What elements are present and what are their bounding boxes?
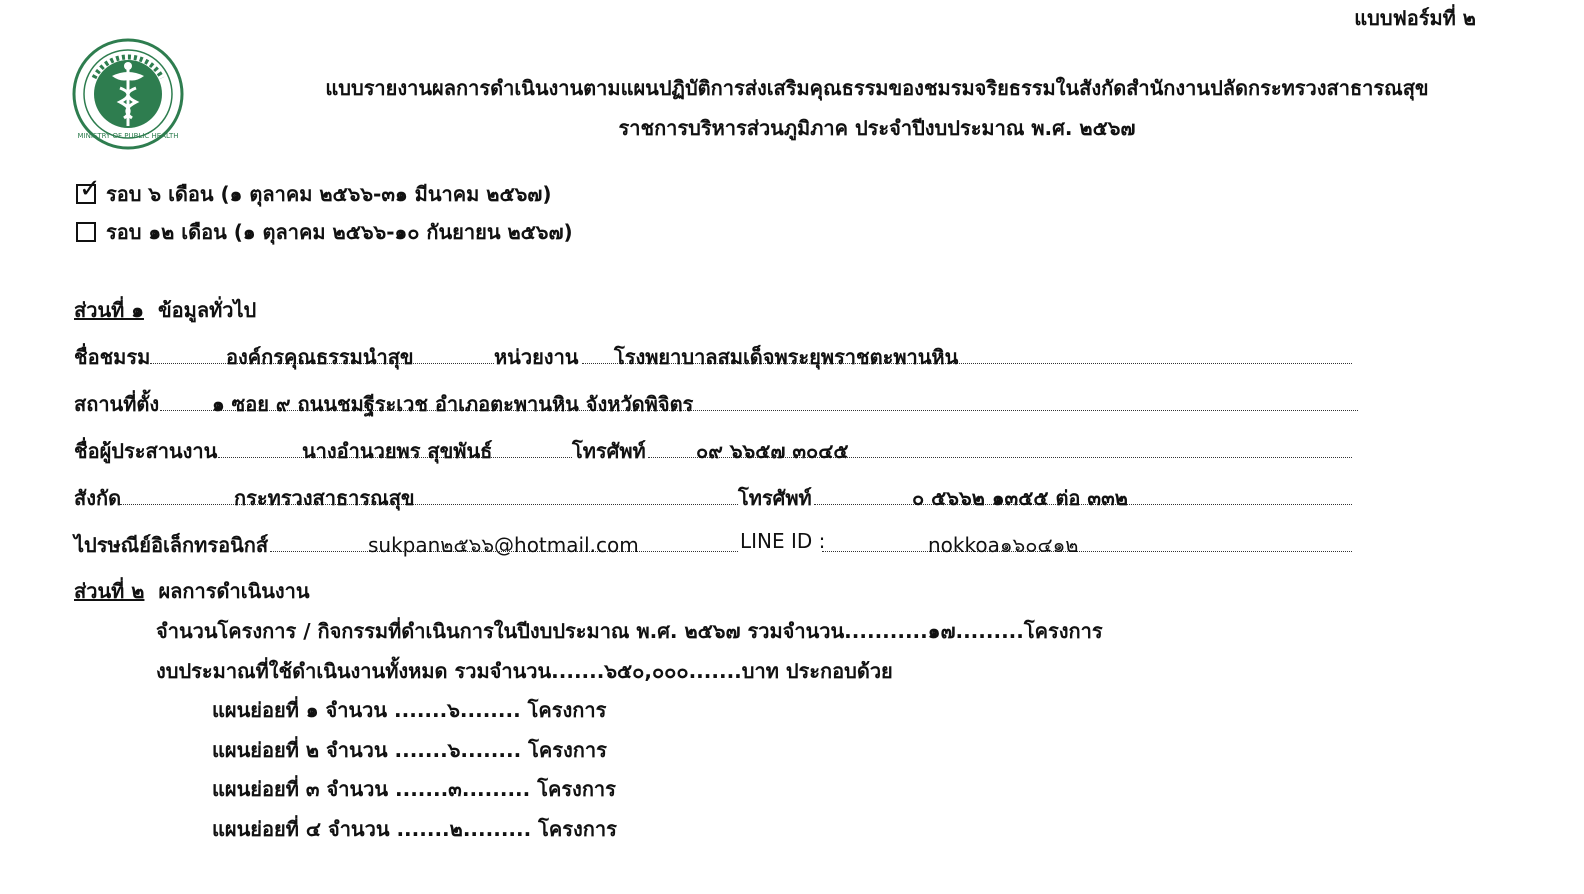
form-number: แบบฟอร์มที่ ๒ [1354, 6, 1476, 30]
section1-number: ส่วนที่ ๑ [74, 298, 144, 322]
sub-plan-4: แผนย่อยที่ ๔ จำนวน .......๒......... โครงการ [212, 817, 617, 841]
club-label: ชื่อชมรม [74, 345, 151, 369]
agency-value[interactable]: โรงพยาบาลสมเด็จพระยุพราชตะพานหิน [614, 345, 959, 369]
row-club [74, 341, 1354, 367]
location-value[interactable]: ๑ ซอย ๙ ถนนชมฐีระเวช อำเภอตะพานหิน จังหวัดพิจิตร [212, 392, 694, 416]
line-id-dotted-line [822, 551, 1352, 552]
round-12-month-label: รอบ ๑๒ เดือน (๑ ตุลาคม ๒๕๖๖-๑๐ กันยายน ๒๕๖๗) [106, 220, 573, 244]
logo-text: MINISTRY OF PUBLIC HEALTH [77, 132, 179, 140]
agency-label: หน่วยงาน [494, 345, 579, 369]
row-email [74, 529, 1354, 555]
affiliation-value[interactable]: กระทรวงสาธารณสุข [234, 486, 415, 510]
coordinator-value[interactable]: นางอำนวยพร สุขพันธ์ [302, 439, 493, 463]
row-location [74, 388, 1359, 414]
sub-plan-3: แผนย่อยที่ ๓ จำนวน .......๓......... โครงการ [212, 777, 616, 801]
round-12-month[interactable] [76, 216, 573, 248]
location-label: สถานที่ตั้ง [74, 392, 160, 416]
coordinator-phone-label: โทรศัพท์ [572, 439, 646, 463]
report-title-line1: แบบรายงานผลการดำเนินงานตามแผนปฏิบัติการส่งเสริมคุณธรรมของชมรมจริยธรรมในสังกัดสำนักงานปลัดกระทรวงสาธารณสุข [325, 76, 1429, 100]
checkbox-round-6-month[interactable] [76, 174, 101, 204]
projects-count-line: จำนวนโครงการ / กิจกรรมที่ดำเนินการในปีงบประมาณ พ.ศ. ๒๕๖๗ รวมจำนวน...........๑๗.........โครงการ [156, 619, 1103, 643]
affiliation-label: สังกัด [74, 486, 122, 510]
round-6-month-label: รอบ ๖ เดือน (๑ ตุลาคม ๒๕๖๖-๓๑ มีนาคม ๒๕๖๗) [106, 182, 552, 206]
section2-title: ผลการดำเนินงาน [158, 579, 310, 603]
budget-line: งบประมาณที่ใช้ดำเนินงานทั้งหมด รวมจำนวน.......๖๕๐,๐๐๐.......บาท ประกอบด้วย [156, 659, 893, 683]
row-affiliation [74, 482, 1354, 508]
club-value[interactable]: องค์กรคุณธรรมนำสุข [226, 345, 414, 369]
email-value[interactable]: sukpan๒๕๖๖@hotmail.com [368, 533, 639, 557]
checkmark-icon: ✓ [79, 174, 101, 204]
round-6-month[interactable] [76, 174, 552, 210]
affiliation-phone-value[interactable]: ๐ ๕๖๖๒ ๑๓๕๕ ต่อ ๓๓๒ [912, 486, 1128, 510]
email-label: ไปรษณีย์อิเล็กทรอนิกส์ [74, 533, 269, 557]
line-id-label: LINE ID : [740, 529, 826, 553]
checkbox-round-12-month[interactable] [76, 222, 96, 242]
section2-heading [74, 575, 310, 607]
coordinator-label: ชื่อผู้ประสานงาน [74, 439, 218, 463]
report-title-line2: ราชการบริหารส่วนภูมิภาค ประจำปีงบประมาณ พ.ศ. ๒๕๖๗ [618, 116, 1136, 140]
coordinator-phone-value[interactable]: ๐๙ ๖๖๕๗ ๓๐๔๕ [696, 439, 849, 463]
row-coordinator [74, 435, 1354, 461]
sub-plan-2: แผนย่อยที่ ๒ จำนวน .......๖........ โครงการ [212, 738, 607, 762]
section1-heading [74, 294, 256, 326]
affiliation-dotted-line [120, 504, 738, 505]
sub-plan-1: แผนย่อยที่ ๑ จำนวน .......๖........ โครงการ [212, 698, 607, 722]
line-id-value[interactable]: nokkoa๑๖๐๔๑๒ [928, 533, 1079, 557]
affiliation-phone-label: โทรศัพท์ [738, 486, 812, 510]
section2-number: ส่วนที่ ๒ [74, 579, 145, 603]
section1-title: ข้อมูลทั่วไป [157, 298, 257, 322]
